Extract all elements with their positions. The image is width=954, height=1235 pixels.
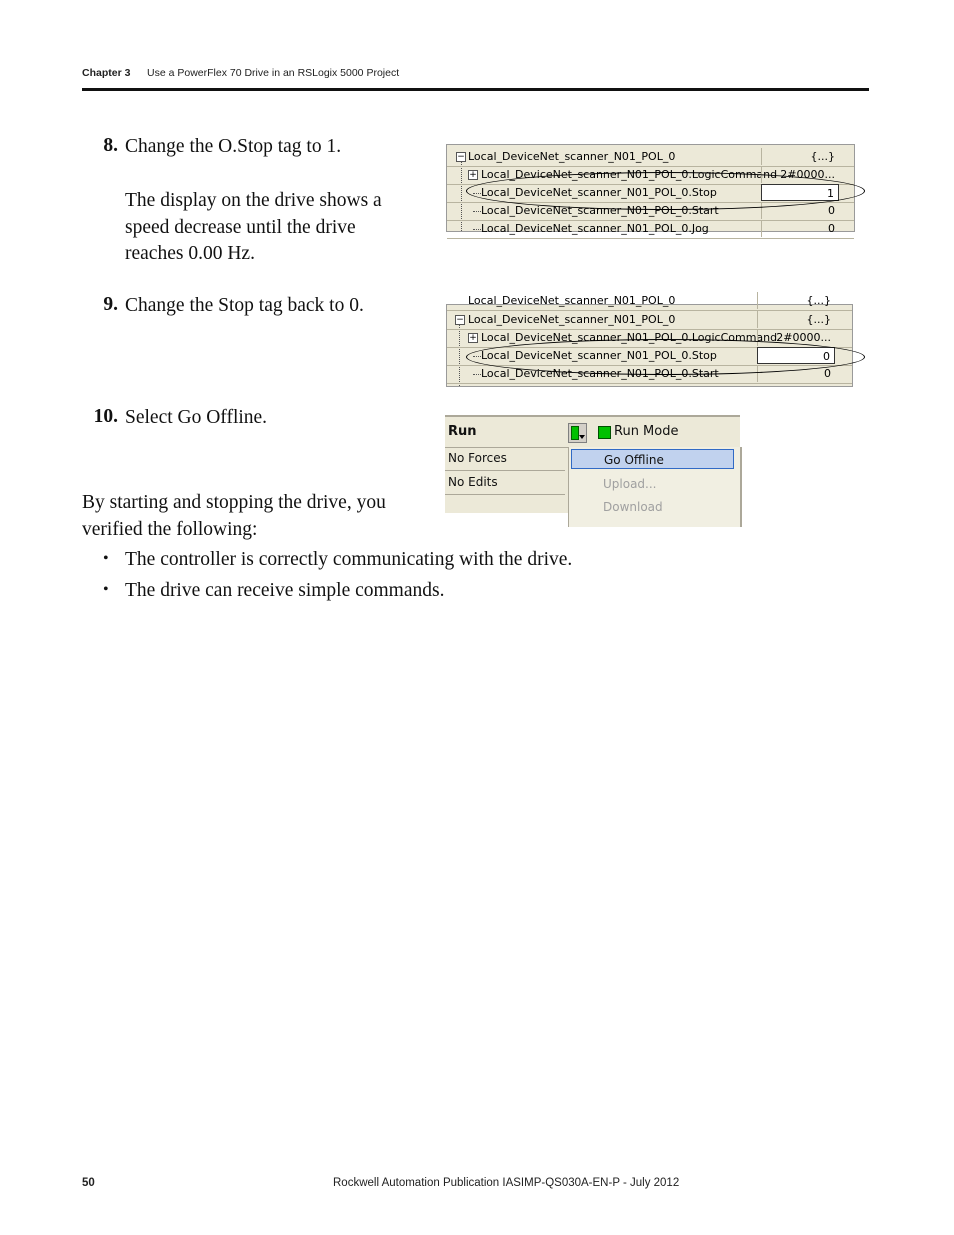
step-text: Change the Stop tag back to 0. <box>125 295 364 316</box>
tag-value: {...} <box>757 292 835 309</box>
header-rule <box>82 88 869 91</box>
table-row <box>447 292 852 311</box>
mode-dropdown-button[interactable] <box>568 423 587 443</box>
stop-value-input[interactable]: 0 <box>757 347 835 364</box>
highlight-oval <box>466 339 865 375</box>
tag-name: Local_DeviceNet_scanner_N01_POL_0.Start <box>481 204 719 217</box>
controller-menu <box>568 447 742 527</box>
tag-value: 0 <box>761 202 839 219</box>
tag-name: Local_DeviceNet_scanner_N01_POL_0.Start <box>481 367 719 380</box>
tag-value: {...} <box>761 148 839 165</box>
tag-name: Local_DeviceNet_scanner_N01_POL_0.LogicCommand <box>481 168 778 181</box>
summary-intro: By starting and stopping the drive, you verified the following: <box>82 492 386 540</box>
tag-name: Local_DeviceNet_scanner_N01_POL_0.Stop <box>481 186 717 199</box>
tag-name: Local_DeviceNet_scanner_N01_POL_0 <box>468 313 676 326</box>
expand-icon: + <box>469 170 477 180</box>
tag-value: 0 <box>757 365 835 382</box>
controller-status-menu-screenshot <box>445 415 740 513</box>
bullet-icon: • <box>103 581 109 598</box>
step-number: 10. <box>93 406 118 427</box>
chapter-title: Use a PowerFlex 70 Drive in an RSLogix 5000 Project <box>147 67 400 79</box>
run-status-icon <box>598 426 611 439</box>
tag-value: 2#0000... <box>761 166 839 183</box>
no-edits-label: No Edits <box>445 471 565 495</box>
tag-name: Local_DeviceNet_scanner_N01_POL_0 <box>468 150 676 163</box>
highlight-oval <box>466 172 865 210</box>
page-number: 50 <box>82 1177 95 1189</box>
step-number: 8. <box>103 135 118 156</box>
step-note: The display on the drive shows a speed decrease until the drive reaches 0.00 Hz. <box>125 190 382 264</box>
step-number: 9. <box>103 294 118 315</box>
upload-menu-item[interactable]: Upload... <box>603 477 657 491</box>
tag-name: Local_DeviceNet_scanner_N01_POL_0.LogicCommand <box>481 331 778 344</box>
table-row <box>447 148 854 167</box>
chevron-down-icon <box>579 435 585 439</box>
chapter-label: Chapter 3 <box>82 67 131 79</box>
publication-info: Rockwell Automation Publication IASIMP-QS030A-EN-P - July 2012 <box>333 1177 680 1189</box>
step-text: Select Go Offline. <box>125 407 268 428</box>
tag-value: 0 <box>761 220 839 237</box>
mode-indicator-icon <box>571 426 579 440</box>
table-row <box>447 311 852 330</box>
tag-name: Local_DeviceNet_scanner_N01_POL_0.Stop <box>481 349 717 362</box>
run-label: Run <box>448 424 477 439</box>
step-text: Change the O.Stop tag to 1. <box>125 136 342 157</box>
table-row <box>447 220 854 239</box>
list-item: The controller is correctly communicating with the drive. <box>125 549 573 570</box>
stop-value-input[interactable]: 1 <box>761 184 839 201</box>
tag-value: 2#0000... <box>757 329 835 346</box>
collapse-icon: − <box>457 152 465 162</box>
run-mode-label: Run Mode <box>614 424 679 439</box>
download-menu-item[interactable]: Download <box>603 500 663 514</box>
go-offline-menu-item[interactable]: Go Offline <box>571 449 734 469</box>
list-item: The drive can receive simple commands. <box>125 580 445 601</box>
tag-name: Local_DeviceNet_scanner_N01_POL_0 <box>468 294 676 307</box>
tag-name: Local_DeviceNet_scanner_N01_POL_0.Jog <box>481 222 709 235</box>
collapse-icon: − <box>456 315 464 325</box>
expand-icon: + <box>469 333 477 343</box>
tag-value: {...} <box>757 311 835 328</box>
bullet-icon: • <box>103 550 109 567</box>
no-forces-label: No Forces <box>445 447 565 471</box>
